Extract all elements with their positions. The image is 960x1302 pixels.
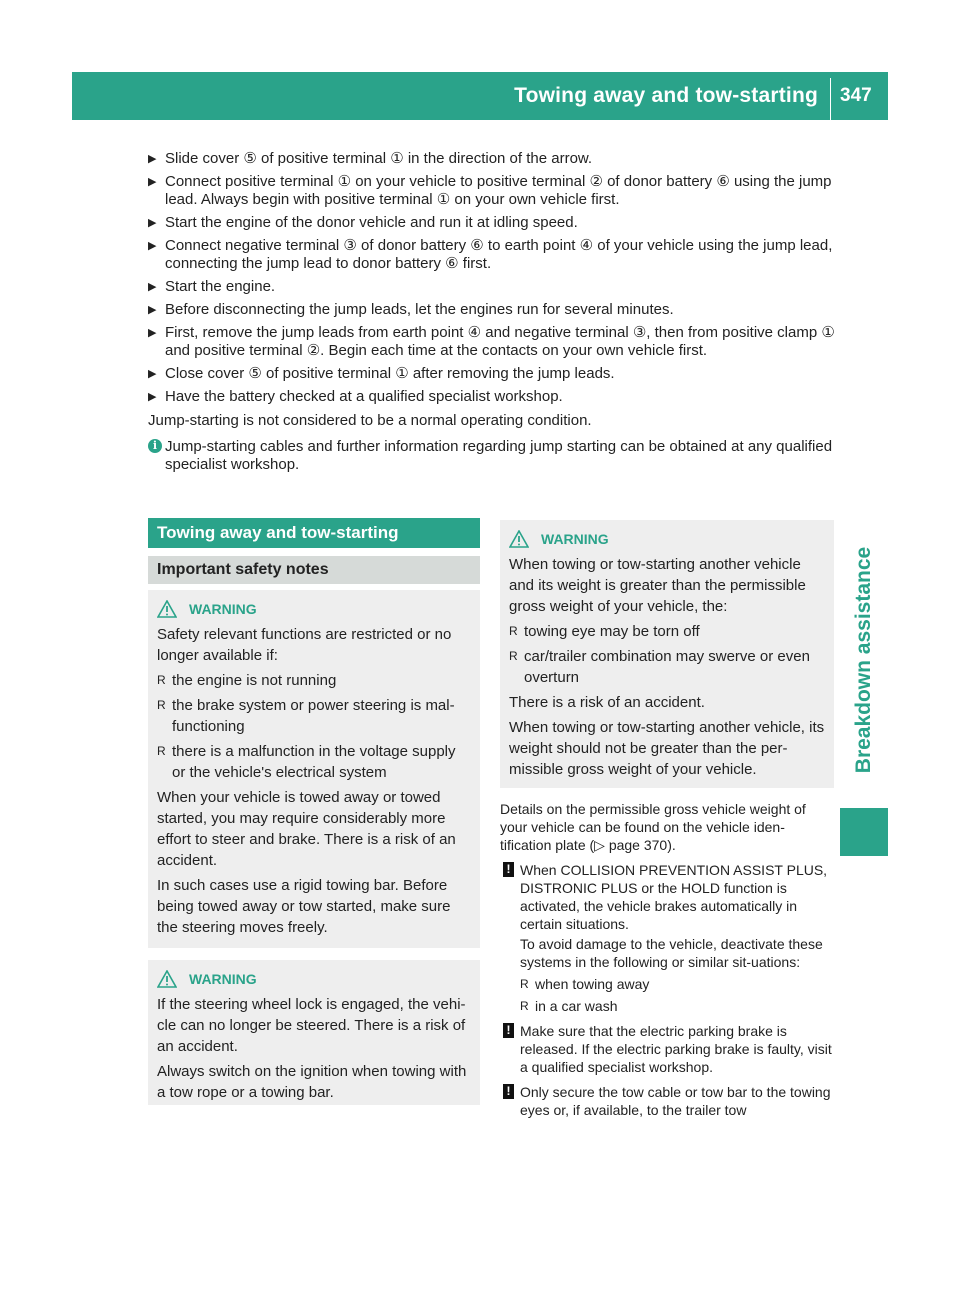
bullet-icon: R xyxy=(157,673,166,687)
arrow-icon: ▶ xyxy=(148,368,157,380)
warning-text: When towing or tow-starting another vehicle, its weight should not be greater than the per-missible gross weight of your vehicle. xyxy=(509,719,825,778)
warning-triangle-icon xyxy=(509,530,529,548)
exclamation-icon: ! xyxy=(503,1084,514,1099)
arrow-icon: ▶ xyxy=(148,391,157,403)
warning-heading: WARNING xyxy=(157,968,471,990)
warning-text: Always switch on the ignition when towing with a tow rope or a towing bar. xyxy=(157,1063,467,1101)
warning-box-1 xyxy=(148,590,480,948)
warning-triangle-icon xyxy=(157,970,177,988)
warning-heading: WARNING xyxy=(509,528,825,550)
warning-text: When towing or tow-starting another vehicle and its weight is greater than the permissible gross weight of your vehicle, the: xyxy=(509,556,806,615)
arrow-icon: ▶ xyxy=(148,327,157,339)
list-item: R there is a malfunction in the voltage supply or the vehicle's electrical system xyxy=(157,743,456,781)
warning-box-3 xyxy=(500,520,834,788)
step-item: ▶ Connect negative terminal ③ of donor battery ⑥ to earth point ④ of your vehicle using the jump lead, connecting the jump lead to donor battery ⑥ first. xyxy=(148,237,833,272)
warning-text: If the steering wheel lock is engaged, the vehi-cle can no longer be steered. There is a risk of an accident. xyxy=(157,996,466,1055)
list-item: R towing eye may be torn off xyxy=(509,623,700,640)
warning-text: Safety relevant functions are restricted or no longer available if: xyxy=(157,626,452,664)
list-item: R in a car wash xyxy=(520,998,618,1014)
list-item: R when towing away xyxy=(520,976,650,992)
step-item: ▶ Close cover ⑤ of positive terminal ① after removing the jump leads. xyxy=(148,365,615,382)
arrow-icon: ▶ xyxy=(148,153,157,165)
info-icon: i xyxy=(148,439,162,453)
arrow-icon: ▶ xyxy=(148,304,157,316)
step-item: ▶ Start the engine of the donor vehicle and run it at idling speed. xyxy=(148,214,578,231)
towing-details xyxy=(500,800,834,1121)
exclamation-icon: ! xyxy=(503,862,514,877)
note-item: ! When COLLISION PREVENTION ASSIST PLUS, DISTRONIC PLUS or the HOLD function is activated, the vehicle brakes automatically in certain situations. To avoid damage to the vehicle, deactivate these systems in the following or similar sit-uations: R when towing away R in a car wash xyxy=(500,861,834,1015)
list-item: R the brake system or power steering is mal-functioning xyxy=(157,697,455,735)
arrow-icon: ▶ xyxy=(148,176,157,188)
step-item: ▶ Have the battery checked at a qualified specialist workshop. xyxy=(148,388,563,405)
warning-triangle-icon xyxy=(157,600,177,618)
bullet-icon: R xyxy=(509,649,518,663)
header-bar xyxy=(72,72,888,120)
list-item: R the engine is not running xyxy=(157,672,337,689)
exclamation-icon: ! xyxy=(503,1023,514,1038)
warning-text: In such cases use a rigid towing bar. Before being towed away or tow started, make sure the steering moves freely. xyxy=(157,877,451,936)
page-number: 347 xyxy=(840,85,872,106)
note-item: ! Make sure that the electric parking brake is released. If the electric parking brake is faulty, visit a qualified specialist workshop. xyxy=(500,1022,834,1076)
bullet-icon: R xyxy=(509,624,518,638)
warning-heading: WARNING xyxy=(157,598,471,620)
bullet-icon: R xyxy=(157,698,166,712)
header-separator xyxy=(830,78,831,120)
arrow-icon: ▶ xyxy=(148,217,157,229)
warning-text: There is a risk of an accident. xyxy=(509,694,705,711)
step-item: ▶ First, remove the jump leads from earth point ④ and negative terminal ③, then from positive clamp ① and positive terminal ②. Begin each time at the contacts on your own vehicle first. xyxy=(148,324,835,359)
note-item: ! Only secure the tow cable or tow bar to the towing eyes or, if available, to the trailer tow xyxy=(500,1083,834,1119)
bullet-icon: R xyxy=(520,999,529,1013)
jump-start-steps xyxy=(148,150,838,474)
step-item: ▶ Connect positive terminal ① on your vehicle to positive terminal ② of donor battery ⑥ using the jump lead. Always begin with positive terminal ① on your own vehicle first. xyxy=(148,173,832,208)
section-title: Towing away and tow-starting xyxy=(148,518,480,548)
info-note: i Jump-starting cables and further information regarding jump starting can be obtained at any qualified specialist workshop. xyxy=(148,438,838,474)
jump-note: Jump-starting is not considered to be a normal operating condition. xyxy=(148,412,592,429)
details-text: Details on the permissible gross vehicle weight of your vehicle can be found on the vehicle iden-tification plate (▷ page 370). xyxy=(500,801,806,853)
side-tab xyxy=(840,520,888,800)
warning-text: When your vehicle is towed away or towed started, you may require considerably more effort to steer and brake. There is a risk of an accident. xyxy=(157,789,456,869)
step-item: ▶ Before disconnecting the jump leads, let the engines run for several minutes. xyxy=(148,301,674,318)
side-tab-label: Breakdown assistance xyxy=(852,546,875,774)
arrow-icon: ▶ xyxy=(148,281,157,293)
step-item: ▶ Slide cover ⑤ of positive terminal ① in the direction of the arrow. xyxy=(148,150,593,167)
side-tab-block xyxy=(840,808,888,856)
step-item: ▶ Start the engine. xyxy=(148,278,276,295)
warning-box-2 xyxy=(148,960,480,1105)
header-title: Towing away and tow-starting xyxy=(514,84,818,107)
bullet-icon: R xyxy=(520,977,529,991)
subsection-title: Important safety notes xyxy=(148,556,480,584)
bullet-icon: R xyxy=(157,744,166,758)
list-item: R car/trailer combination may swerve or even overturn xyxy=(509,648,810,686)
arrow-icon: ▶ xyxy=(148,240,157,252)
